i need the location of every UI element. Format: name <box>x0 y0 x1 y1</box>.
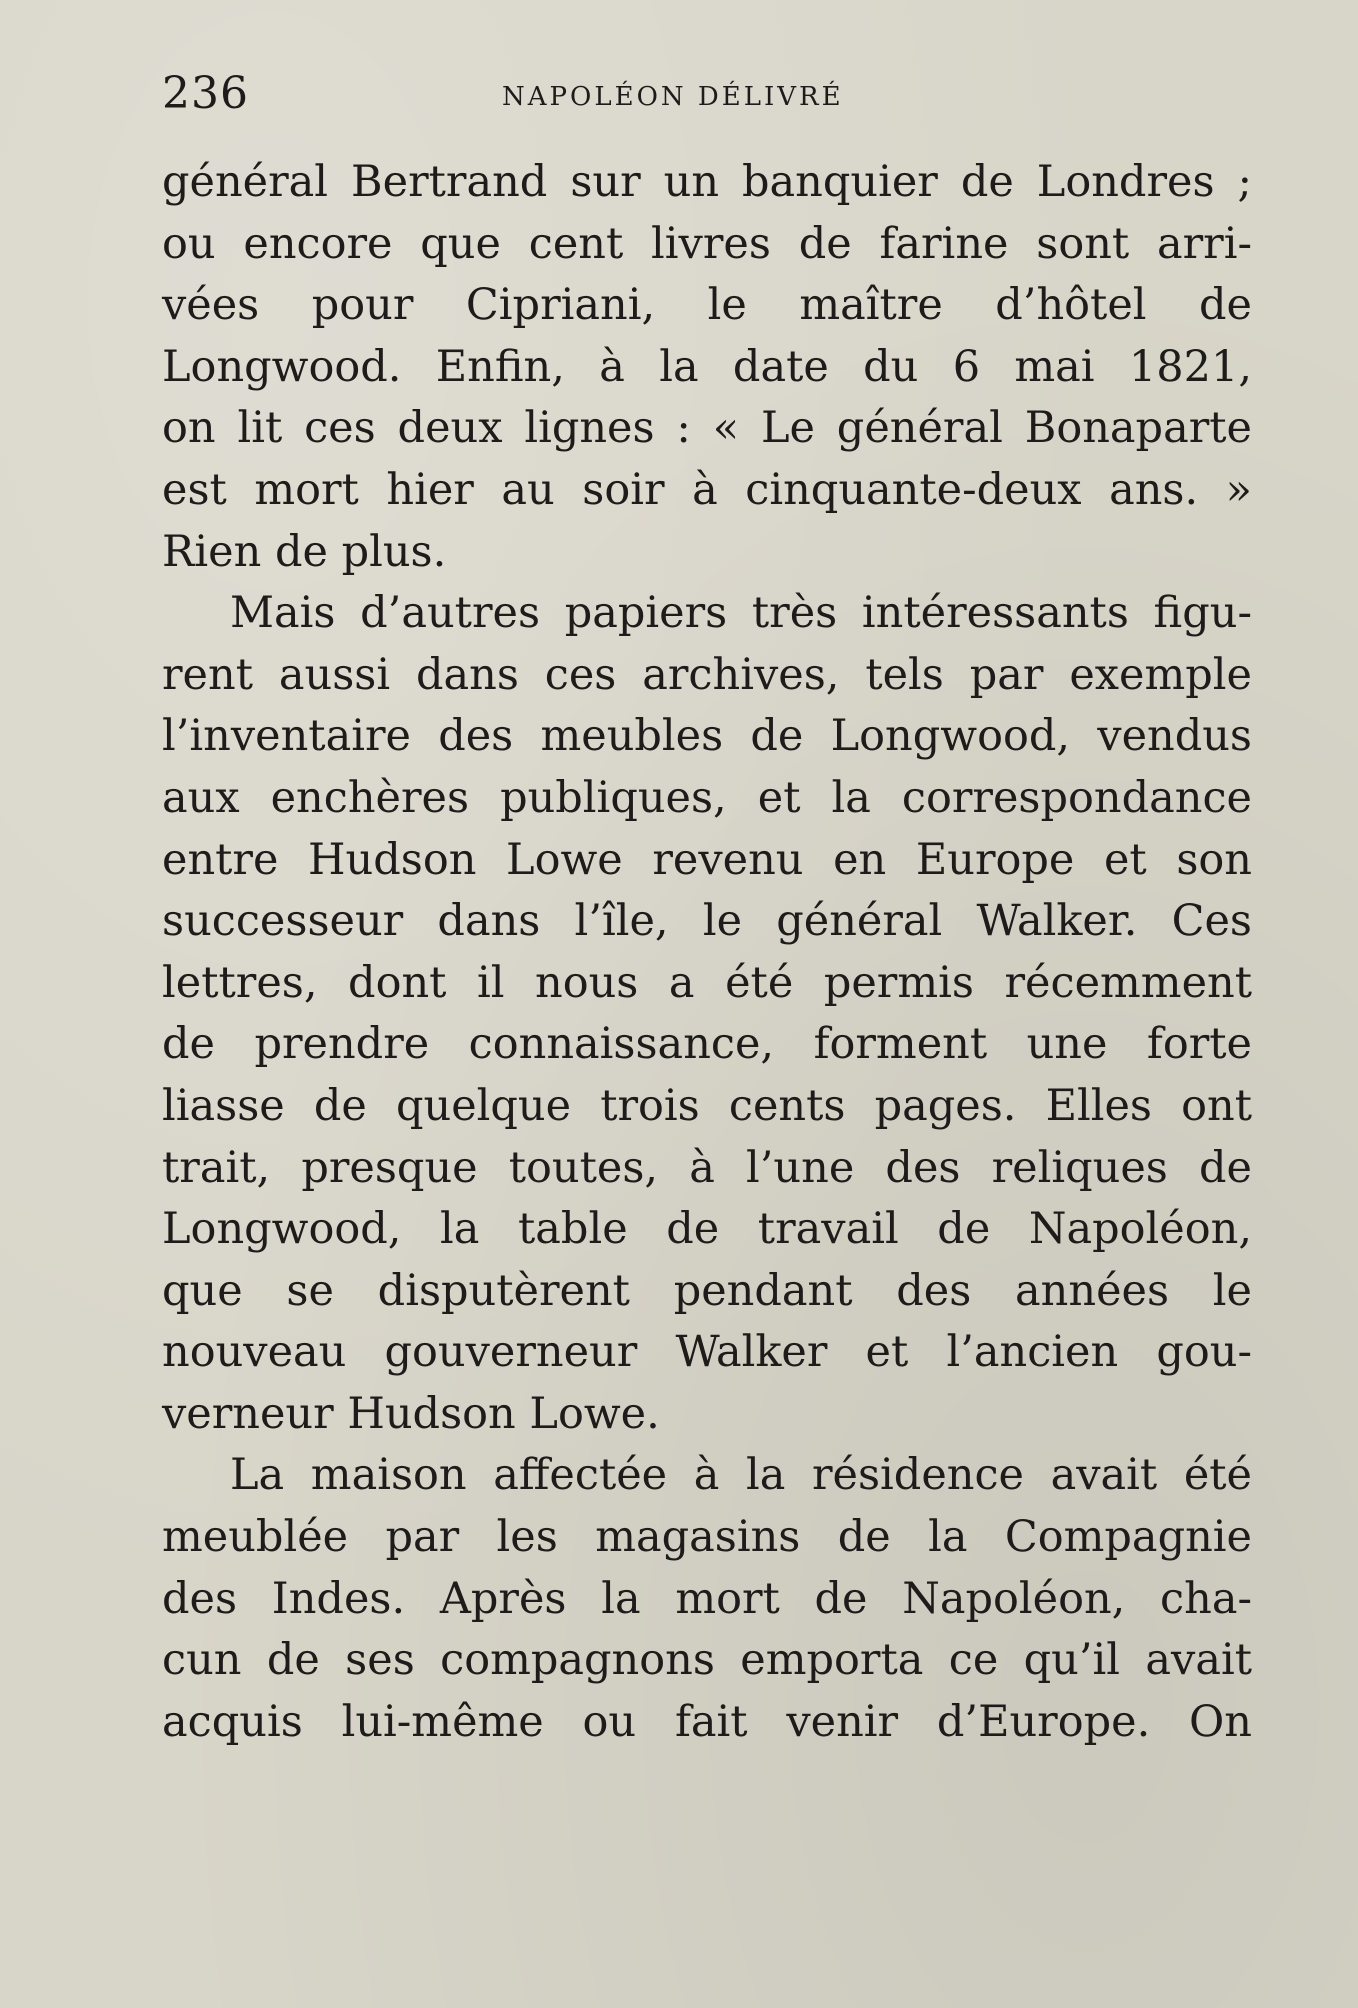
text-line: nouveau gouverneur Walker et l’ancien gou- <box>162 1327 1252 1378</box>
text-line: trait, presque toutes, à l’une des reliques de <box>162 1142 1252 1193</box>
text-line: successeur dans l’île, le général Walker. Ces <box>162 896 1252 947</box>
text-line: est mort hier au soir à cinquante-deux ans. » <box>162 464 1252 515</box>
text-line: Longwood, la table de travail de Napoléon, <box>162 1204 1252 1255</box>
text-line: que se disputèrent pendant des années le <box>162 1265 1252 1316</box>
text-line: rent aussi dans ces archives, tels par exemple <box>162 649 1252 700</box>
text-line: Rien de plus. <box>162 526 447 577</box>
text-line: de prendre connaissance, forment une forte <box>162 1019 1252 1070</box>
text-line: cun de ses compagnons emporta ce qu’il avait <box>162 1635 1252 1686</box>
text-line: verneur Hudson Lowe. <box>162 1388 660 1439</box>
text-line: l’inventaire des meubles de Longwood, vendus <box>162 711 1252 762</box>
text-line: meublée par les magasins de la Compagnie <box>162 1512 1252 1563</box>
running-title: NAPOLÉON DÉLIVRÉ <box>502 82 844 112</box>
body-text <box>162 152 1252 1753</box>
text-line: ou encore que cent livres de farine sont arri- <box>162 218 1252 269</box>
text-line: La maison affectée à la résidence avait été <box>230 1450 1252 1501</box>
text-line: acquis lui-même ou fait venir d’Europe. On <box>162 1696 1252 1747</box>
text-line: liasse de quelque trois cents pages. Elles ont <box>162 1080 1252 1131</box>
text-line: on lit ces deux lignes : « Le général Bonaparte <box>162 403 1252 454</box>
text-line: Mais d’autres papiers très intéressants figu- <box>230 588 1252 639</box>
text-line: des Indes. Après la mort de Napoléon, cha- <box>162 1573 1252 1624</box>
text-line: lettres, dont il nous a été permis récemment <box>162 957 1252 1008</box>
text-line: Longwood. Enfin, à la date du 6 mai 1821, <box>162 341 1252 392</box>
text-line: général Bertrand sur un banquier de Londres ; <box>162 157 1252 207</box>
page-number: 236 <box>162 68 249 119</box>
text-line: aux enchères publiques, et la correspondance <box>162 772 1252 823</box>
running-head <box>162 64 1252 124</box>
text-line: vées pour Cipriani, le maître d’hôtel de <box>162 280 1252 331</box>
text-line: entre Hudson Lowe revenu en Europe et son <box>162 834 1252 885</box>
